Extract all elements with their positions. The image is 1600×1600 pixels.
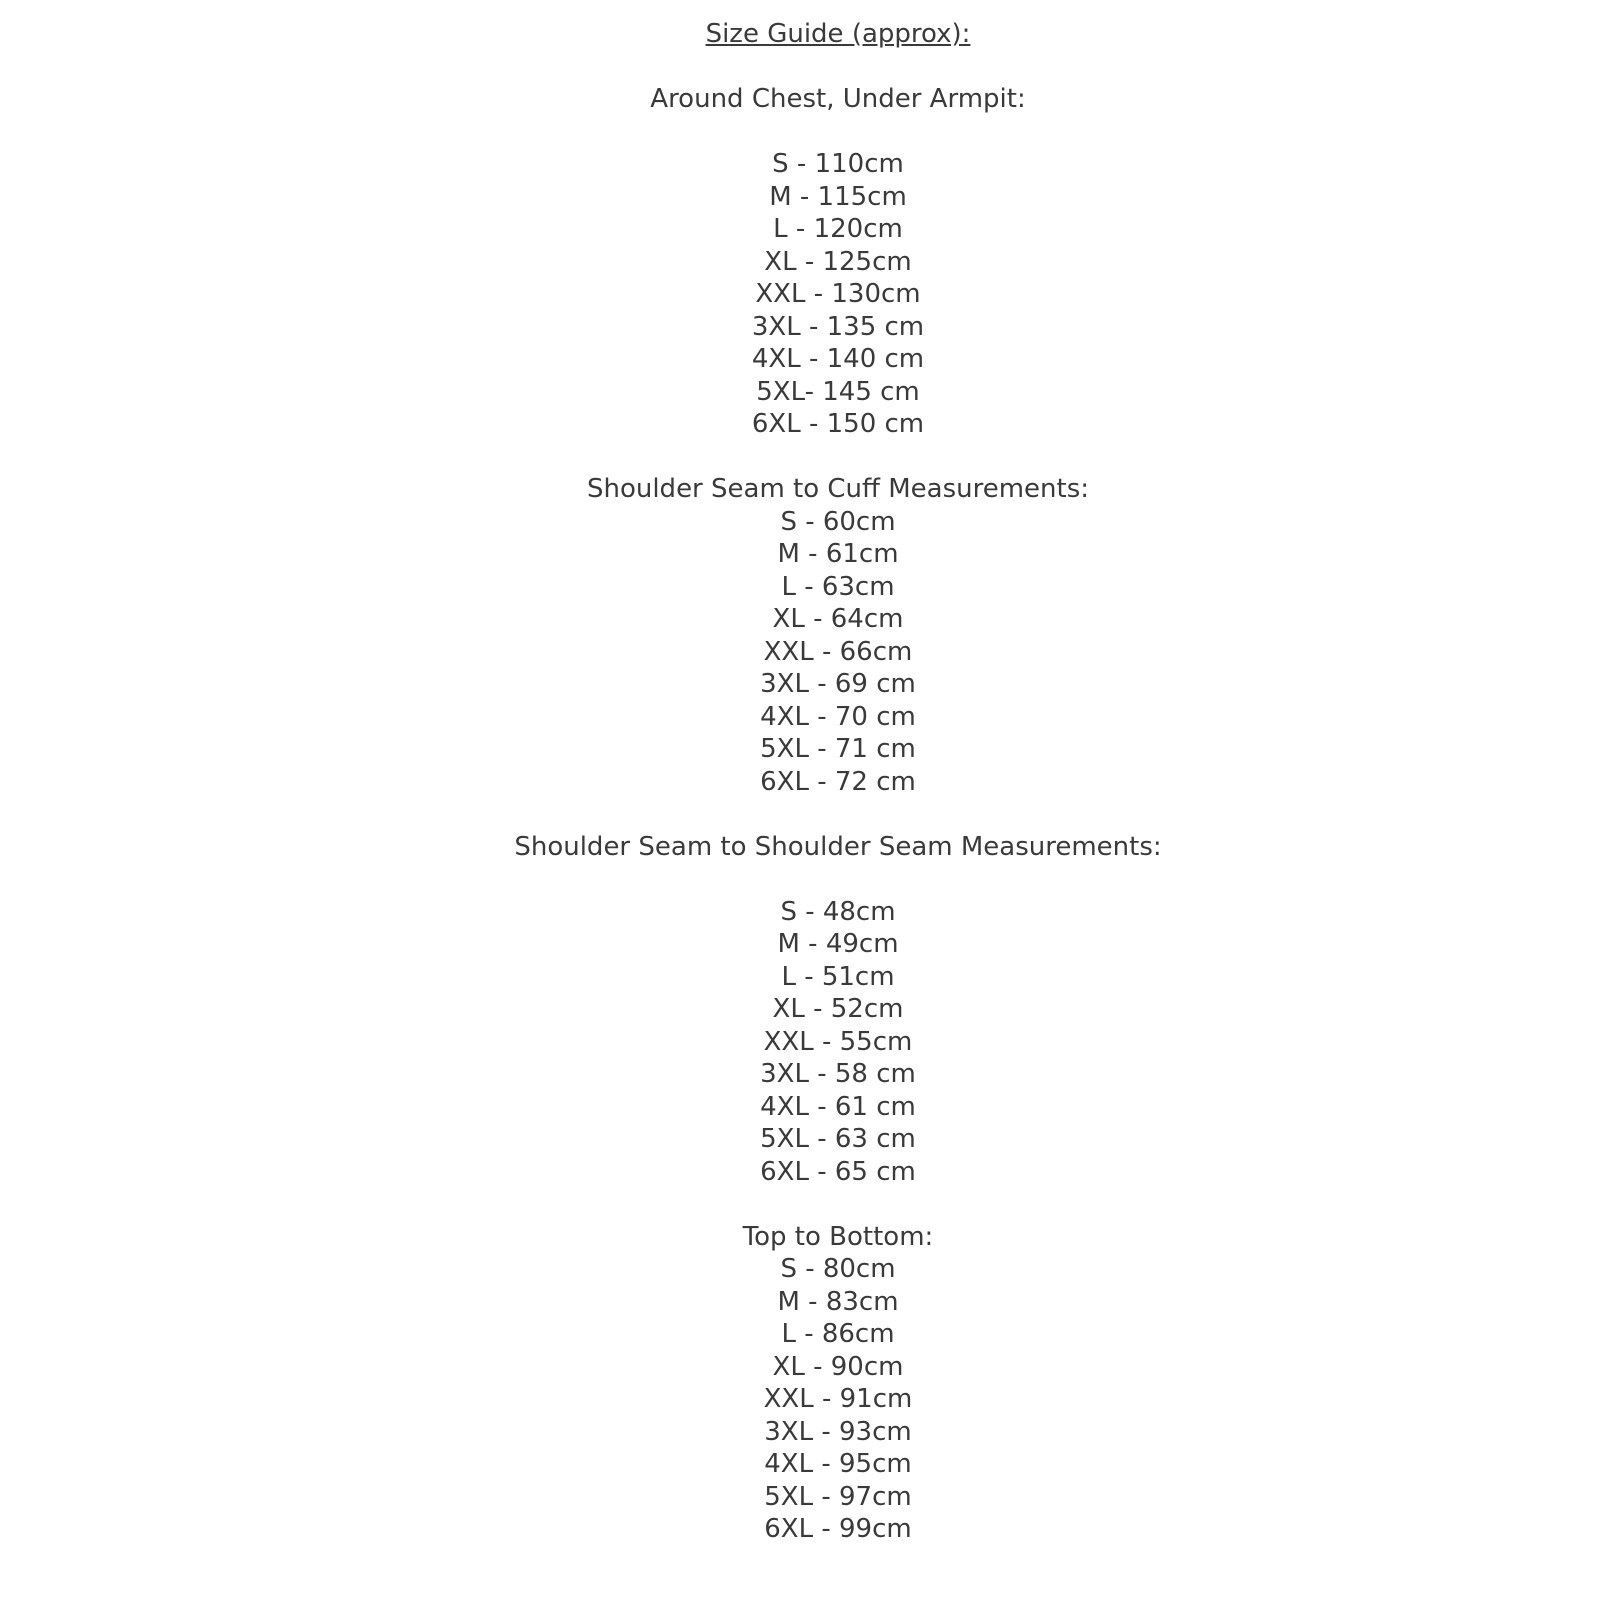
size-row: XXL - 130cm xyxy=(755,279,921,309)
size-row: L - 51cm xyxy=(781,961,895,992)
size-row: XXL - 66cm xyxy=(763,636,913,667)
size-row: XL - 90cm xyxy=(772,1351,904,1382)
size-row: XXL - 91cm xyxy=(763,1384,913,1414)
section-heading-seam-to-seam: Shoulder Seam to Shoulder Seam Measurements: xyxy=(514,831,1162,862)
size-row: 6XL - 99cm xyxy=(764,1514,912,1544)
size-row: 3XL - 69 cm xyxy=(760,669,916,699)
size-row: XL - 125cm xyxy=(764,246,912,277)
size-row: M - 115cm xyxy=(769,181,907,212)
section-heading-seam-to-cuff: Shoulder Seam to Cuff Measurements: xyxy=(586,474,1090,504)
size-row: M - 61cm xyxy=(777,539,899,569)
size-row: S - 80cm xyxy=(780,1254,896,1284)
size-row: 4XL - 140 cm xyxy=(751,344,925,374)
size-row: 5XL - 63 cm xyxy=(760,1124,916,1154)
size-row: M - 83cm xyxy=(777,1286,899,1317)
size-row: 5XL - 71 cm xyxy=(760,734,916,764)
size-row: 4XL - 70 cm xyxy=(760,701,916,732)
size-row: XL - 64cm xyxy=(772,604,904,634)
size-row: M - 49cm xyxy=(777,929,899,959)
size-row: 3XL - 58 cm xyxy=(760,1059,916,1089)
size-row: 6XL - 72 cm xyxy=(760,766,916,797)
size-row: 5XL- 145 cm xyxy=(756,376,920,407)
size-row: 3XL - 93cm xyxy=(764,1416,912,1447)
size-row: 6XL - 150 cm xyxy=(751,409,925,439)
size-row: S - 60cm xyxy=(780,506,896,537)
size-row: L - 120cm xyxy=(773,214,903,244)
size-row: S - 48cm xyxy=(780,896,896,927)
size-row: 4XL - 61 cm xyxy=(760,1091,916,1122)
size-row: 3XL - 135 cm xyxy=(751,311,925,342)
size-row: XXL - 55cm xyxy=(763,1026,913,1057)
section-heading-top-to-bottom: Top to Bottom: xyxy=(742,1221,934,1252)
size-row: 5XL - 97cm xyxy=(764,1481,912,1512)
size-row: 4XL - 95cm xyxy=(764,1449,912,1479)
size-row: XL - 52cm xyxy=(772,994,904,1024)
section-heading-around-chest: Around Chest, Under Armpit: xyxy=(650,84,1026,114)
page-title: Size Guide (approx): xyxy=(705,19,971,49)
size-row: S - 110cm xyxy=(772,149,904,179)
size-row: L - 63cm xyxy=(781,571,895,602)
size-row: L - 86cm xyxy=(781,1319,895,1349)
size-row: 6XL - 65 cm xyxy=(760,1156,916,1187)
